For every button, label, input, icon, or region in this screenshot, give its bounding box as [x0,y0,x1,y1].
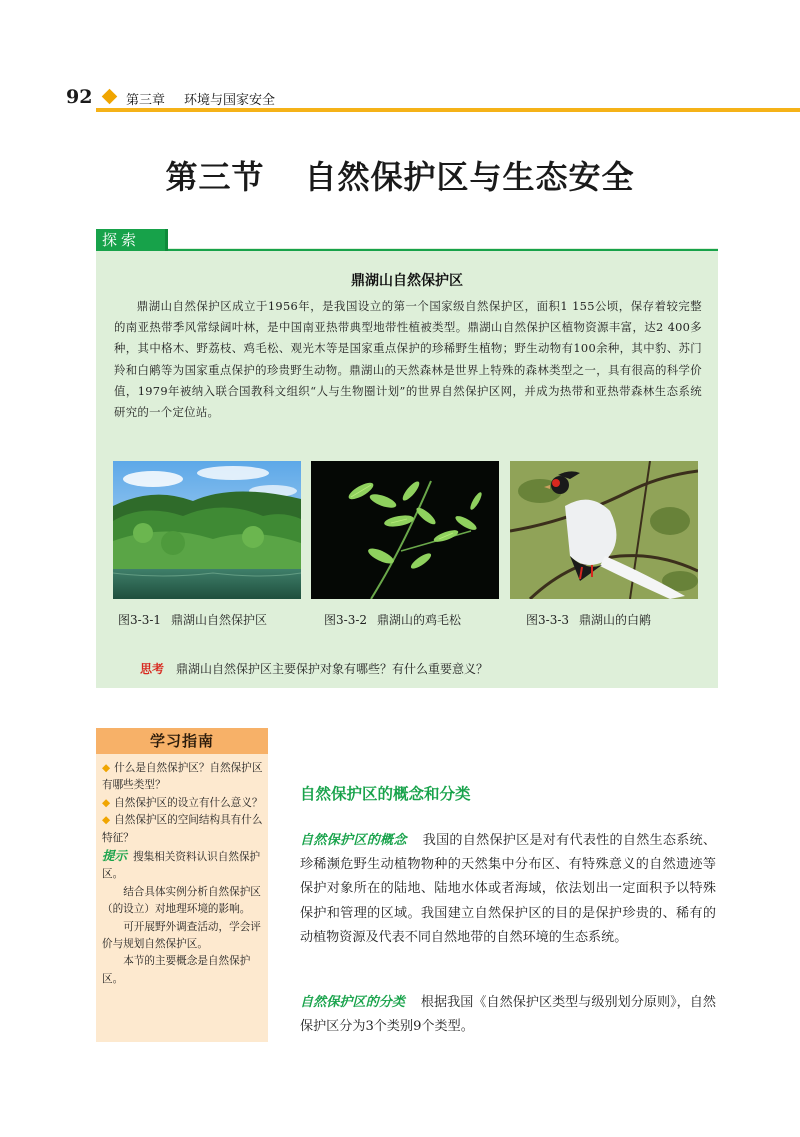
guide-paragraph: 可开展野外调查活动，学会评价与规划自然保护区。 [102,920,261,951]
page-number: 92 [66,86,93,108]
diamond-bullet-icon: ◆ [102,814,111,827]
tip-label: 提示 [102,848,128,864]
section-title-text: 自然保护区与生态安全 [304,158,635,196]
subsection-heading: 自然保护区的概念和分类 [300,785,471,803]
think-question [140,660,488,677]
guide-question: ◆ 自然保护区的设立有什么意义？ [102,796,263,809]
guide-paragraph: 结合具体实例分析自然保护区（的设立）对地理环境的影响。 [102,885,261,916]
figure-caption-3 [526,611,651,628]
silver-pheasant-photo [510,461,698,599]
guide-tip [102,847,264,884]
concept-term: 自然保护区的概念 [300,833,407,848]
study-guide-title: 学习指南 [96,728,268,754]
header-diamond-icon [102,89,118,105]
guide-question: ◆ 自然保护区的空间结构具有什么特征？ [102,814,263,844]
guide-paragraph: 本节的主要概念是自然保护区。 [102,955,251,985]
tip-text: 搜集相关资料认识自然保护区。 [102,851,261,881]
figure-number: 图3-3-3 [526,613,570,627]
section-title [0,152,800,198]
explore-heading: 鼎湖山自然保护区 [351,273,463,289]
think-text: 鼎湖山自然保护区主要保护对象有哪些？有什么重要意义？ [176,662,489,676]
diamond-bullet-icon: ◆ [102,796,111,809]
figure-caption-text: 鼎湖山的鸡毛松 [377,613,462,627]
guide-question: ◆ 什么是自然保护区？自然保护区有哪些类型？ [102,762,263,792]
figure-number: 图3-3-2 [324,613,368,627]
concept-text: 我国的自然保护区是对有代表性的自然生态系统、珍稀濒危野生动植物物种的天然集中分布区、有特殊意义的自然遗迹等保护对象所在的陆地、陆地水体或者海域，依法划出一定面积予以特殊保护和管理的区域。我国建立自然保护区的目的是保护珍贵的、稀有的动植物资源及代表不同自然地带的自然环境的生态系统。 [300,833,717,945]
forest-lake-photo [113,461,301,599]
figure-caption-text: 鼎湖山的白鹇 [579,613,652,627]
figure-caption-1 [118,611,267,628]
explore-tab-line [96,249,718,251]
think-label: 思考 [140,662,165,676]
diamond-bullet-icon: ◆ [102,762,111,774]
header-chapter-title: 环境与国家安全 [184,93,276,108]
figure-caption-2 [324,611,461,628]
explore-paragraph: 鼎湖山自然保护区成立于1956年，是我国设立的第一个国家级自然保护区，面积1 155公顷，保存着较完整的南亚热带季风常绿阔叶林，是中国南亚热带典型地带性植被类型。鼎湖山自然保护区植物资源丰富，达2 400多种，其中格木、野荔枝、鸡毛松、观光木等是国家重点保护的珍稀野生植物；野生动物有100余种，其中豹、苏门羚和白鹇等为国家重点保护的珍贵野生动物。鼎湖山的天然森林是世界上特殊的森林类型之一，具有很高的科学价值，1979年被纳入联合国教科文组织“人与生物圈计划”的世界自然保护区网，并成为热带和亚热带森林生态系统研究的一个定位站。 [114,299,702,420]
header-chapter: 第三章 [126,93,166,108]
header-rule [96,108,800,112]
study-guide-body [102,760,264,988]
classification-paragraph [300,991,716,1039]
figure-caption-text: 鼎湖山自然保护区 [171,613,268,627]
section-number: 第三节 [165,158,265,196]
figure-number: 图3-3-1 [118,613,162,627]
concept-paragraph [300,829,716,950]
pine-branch-photo [311,461,499,599]
explore-tab: 探索 [96,229,168,251]
classification-term: 自然保护区的分类 [300,995,405,1010]
classification-text: 根据我国《自然保护区类型与级别划分原则》，自然保护区分为3个类别9个类型。 [300,995,716,1035]
